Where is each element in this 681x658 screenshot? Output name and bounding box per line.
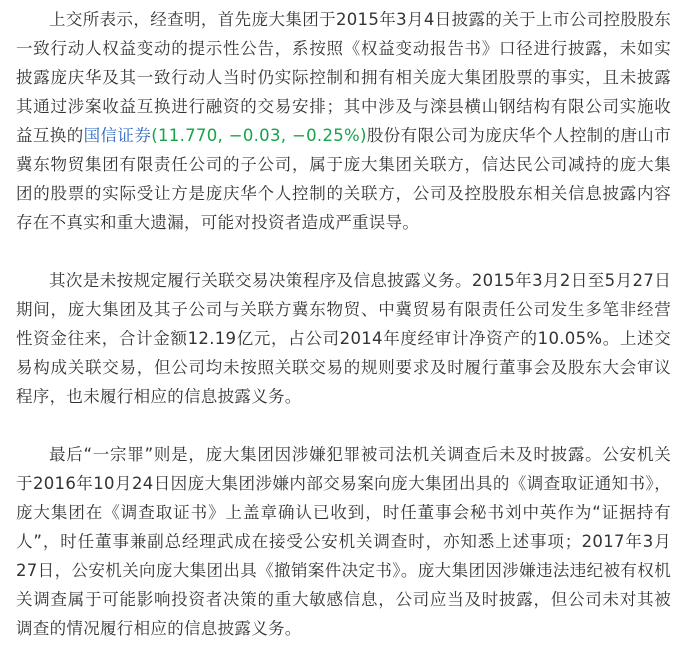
stock-link-guoxin-securities[interactable]: 国信证券 — [83, 126, 152, 145]
paragraph-1-text-before: 上交所表示，经查明，首先庞大集团于2015年3月4日披露的关于上市公司控股股东一致行动人权益变动的提示性公告，系按照《权益变动报告书》口径进行披露，未如实披露庞庆华及其一致行动人当时仍实际控制和拥有相关庞大集团股票的事实，且未披露其通过涉案收益互换进行融资的交易安排；其中涉及与滦县横山钢结构有限公司实施收益互换的 — [16, 10, 671, 145]
paragraph-1 — [16, 5, 671, 237]
paragraph-2: 其次是未按规定履行关联交易决策程序及信息披露义务。2015年3月2日至5月27日期间，庞大集团及其子公司与关联方冀东物贸、中冀贸易有限责任公司发生多笔非经营性资金往来，合计金额12.19亿元，占公司2014年度经审计净资产的10.05%。上述交易构成关联交易，但公司均未按照关联交易的规则要求及时履行董事会及股东大会审议程序，也未履行相应的信息披露义务。 — [16, 271, 671, 406]
paragraph-3: 最后“一宗罪”则是，庞大集团因涉嫌犯罪被司法机关调查后未及时披露。公安机关于2016年10月24日因庞大集团涉嫌内部交易案向庞大集团出具的《调查取证通知书》，庞大集团在《调查取证书》上盖章确认已收到，时任董事会秘书刘中英作为“证据持有人”，时任董事兼副总经理武成在接受公安机关调查时，亦知悉上述事项；2017年3月27日，公安机关向庞大集团出具《撤销案件决定书》。庞大集团因涉嫌违法违纪被有权机关调查属于可能影响投资者决策的重大敏感信息，公司应当及时披露，但公司未对其被调查的情况履行相应的信息披露义务。 — [16, 445, 671, 638]
stock-quote: (11.770, −0.03, −0.25%) — [151, 126, 367, 145]
paragraph-1-text-after: 股份有限公司为庞庆华个人控制的唐山市冀东物贸集团有限责任公司的子公司，属于庞大集团关联方，信达民公司减持的庞大集团的股票的实际受让方是庞庆华个人控制的关联方，公司及控股股东相关信息披露内容存在不真实和重大遗漏，可能对投资者造成严重误导。 — [16, 126, 672, 232]
